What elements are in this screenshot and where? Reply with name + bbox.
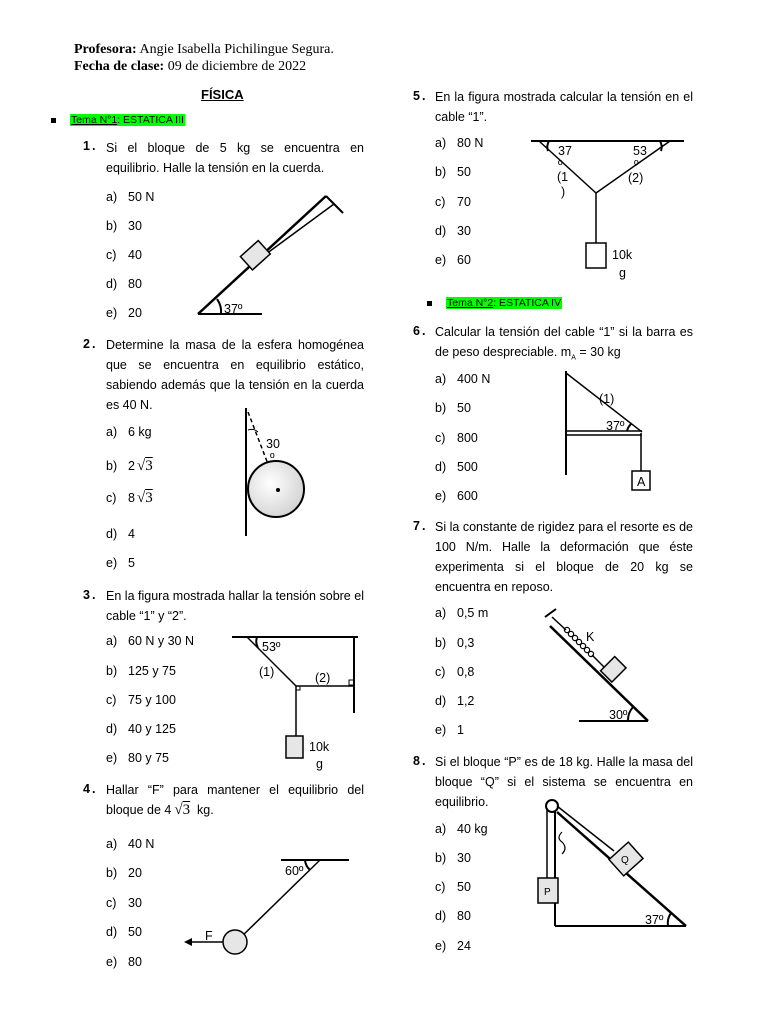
q4-option-c[interactable]: c) 30 — [106, 896, 142, 910]
tema-1-rest: : ESTATICA III — [117, 114, 184, 126]
date-value: 09 de diciembre de 2022 — [167, 59, 307, 74]
q3-angle-label: 53º — [262, 640, 281, 654]
q5-cable-1-label: (1 — [557, 170, 569, 184]
tema-1-prefix: Tema N°1 — [71, 114, 118, 126]
tema-2-prefix: Tema N°2 — [447, 297, 494, 309]
q6-option-c[interactable]: c) 800 — [435, 431, 478, 445]
q2-option-e[interactable]: e) 5 — [106, 556, 135, 570]
question-6-text: Calcular la tensión del cable “1” si la barra es de peso despreciable. $m_A = 30$ kg — [435, 325, 693, 362]
q3-option-b[interactable]: b) 125 y 75 — [106, 664, 176, 678]
q6-angle-label: 37º — [606, 419, 625, 433]
q5-angle-left-degree: º — [558, 158, 563, 172]
q8-option-e[interactable]: e) 24 — [435, 939, 471, 953]
question-7-text: Si la constante de rigidez para el resorte es de 100 N/m. Halle la deformación que éste experimenta si el bloque de 20 kg se encuentra en reposo. — [435, 520, 693, 594]
q1-option-d[interactable]: d) 80 — [106, 277, 142, 291]
q3-mass-unit: g — [316, 757, 323, 771]
q5-option-e[interactable]: e) 60 — [435, 253, 471, 267]
q5-angle-right: 53 — [633, 144, 647, 158]
question-3-number: 3. — [83, 588, 98, 602]
q3-cable-1-label: (1) — [259, 665, 275, 679]
q6-option-d[interactable]: d) 500 — [435, 460, 478, 474]
tema-2-rest: : ESTATICA IV — [493, 297, 562, 309]
page-title: FÍSICA — [201, 87, 244, 102]
q4-force-label: F — [205, 929, 213, 943]
question-4-text: Hallar “F” para mantener el equilibrio del bloque de 4 √3 kg. — [106, 783, 364, 818]
q7-option-a[interactable]: a) 0,5 m — [435, 606, 489, 620]
q5-angle-right-degree: º — [634, 158, 639, 172]
question-5-number: 5. — [413, 89, 428, 103]
question-8-number: 8. — [413, 754, 428, 768]
q5-option-b[interactable]: b) 50 — [435, 165, 471, 179]
q1-option-b[interactable]: b) 30 — [106, 219, 142, 233]
q7-angle-label: 30º — [609, 708, 628, 722]
q5-mass-unit: g — [619, 266, 626, 280]
q3-mass-label: 10k — [309, 740, 330, 754]
q8-angle-label: 37º — [645, 913, 664, 927]
q3-cable-2-label: (2) — [315, 671, 331, 685]
sqrt-icon: √3 — [136, 490, 153, 506]
q2-angle-label: 30 — [266, 437, 280, 451]
question-6-number: 6. — [413, 324, 428, 338]
q4-option-d[interactable]: d) 50 — [106, 925, 142, 939]
q8-option-c[interactable]: c) 50 — [435, 880, 471, 894]
q7-option-e[interactable]: e) 1 — [435, 723, 464, 737]
q6-option-a[interactable]: a) 400 N — [435, 372, 491, 386]
question-4-number: 4. — [83, 782, 98, 796]
q3-option-a[interactable]: a) 60 N y 30 N — [106, 634, 195, 648]
q5-option-d[interactable]: d) 30 — [435, 224, 471, 238]
q8-block-p-label: P — [544, 887, 551, 898]
pulley-icon — [546, 800, 558, 812]
q2-option-b[interactable]: b) 2 √3 — [106, 458, 153, 474]
q5-angle-left: 37 — [558, 144, 572, 158]
q5-cable-1-close: ) — [561, 185, 566, 199]
q8-option-d[interactable]: d) 80 — [435, 909, 471, 923]
q2-option-c[interactable]: c) 8 √3 — [106, 490, 153, 506]
teacher-name: Angie Isabella Pichilingue Segura. — [139, 42, 334, 57]
q3-option-e[interactable]: e) 80 y 75 — [106, 751, 170, 765]
teacher-label: Profesora: — [74, 42, 137, 57]
question-7-number: 7. — [413, 519, 428, 533]
q7-option-d[interactable]: d) 1,2 — [435, 694, 475, 708]
question-2-text: Determine la masa de la esfera homogénea que se encuentra en equilibrio estático, sabiendo además que la tensión en la cuerda es 40 N. — [106, 338, 364, 412]
q4-option-b[interactable]: b) 20 — [106, 866, 142, 880]
sqrt-icon: √3 — [174, 802, 191, 818]
q5-option-a[interactable]: a) 80 N — [435, 136, 484, 150]
question-8-text: Si el bloque “P” es de 18 kg. Halle la masa del bloque “Q” si el sistema se encuentra en equilibrio. — [435, 755, 693, 809]
q3-option-c[interactable]: c) 75 y 100 — [106, 693, 176, 707]
q8-option-a[interactable]: a) 40 kg — [435, 822, 488, 836]
q6-option-e[interactable]: e) 600 — [435, 489, 478, 503]
q2-option-a[interactable]: a) 6 kg — [106, 425, 152, 439]
question-3-text: En la figura mostrada hallar la tensión sobre el cable “1” y “2”. — [106, 589, 364, 623]
q1-option-e[interactable]: e) 20 — [106, 306, 142, 320]
q4-angle-label: 60º — [285, 864, 304, 878]
q1-angle-label: 37º — [224, 302, 243, 316]
sqrt-icon: √3 — [136, 458, 153, 474]
q4-option-a[interactable]: a) 40 N — [106, 837, 155, 851]
q7-spring-label: K — [586, 630, 595, 644]
q1-option-a[interactable]: a) 50 N — [106, 190, 155, 204]
q6-cable-1-label: (1) — [599, 392, 615, 406]
q3-option-d[interactable]: d) 40 y 125 — [106, 722, 176, 736]
q5-mass-label: 10k — [612, 248, 633, 262]
q6-option-b[interactable]: b) 50 — [435, 401, 471, 415]
q8-block-q-label: Q — [621, 855, 629, 866]
q2-angle-degree: º — [270, 451, 275, 465]
q4-option-e[interactable]: e) 80 — [106, 955, 142, 969]
q5-option-c[interactable]: c) 70 — [435, 195, 471, 209]
q7-option-c[interactable]: c) 0,8 — [435, 665, 475, 679]
question-5-text: En la figura mostrada calcular la tensión en el cable “1”. — [435, 90, 693, 124]
q8-option-b[interactable]: b) 30 — [435, 851, 471, 865]
question-1-number: 1. — [83, 139, 98, 153]
q1-option-c[interactable]: c) 40 — [106, 248, 142, 262]
question-1-text: Si el bloque de 5 kg se encuentra en equilibrio. Halle la tensión en la cuerda. — [106, 141, 364, 175]
q6-block-label: A — [637, 475, 646, 489]
q7-option-b[interactable]: b) 0,3 — [435, 636, 475, 650]
q2-option-d[interactable]: d) 4 — [106, 527, 135, 541]
question-2-number: 2. — [83, 337, 98, 351]
q5-cable-2-label: (2) — [628, 171, 644, 185]
date-label: Fecha de clase: — [74, 59, 165, 74]
